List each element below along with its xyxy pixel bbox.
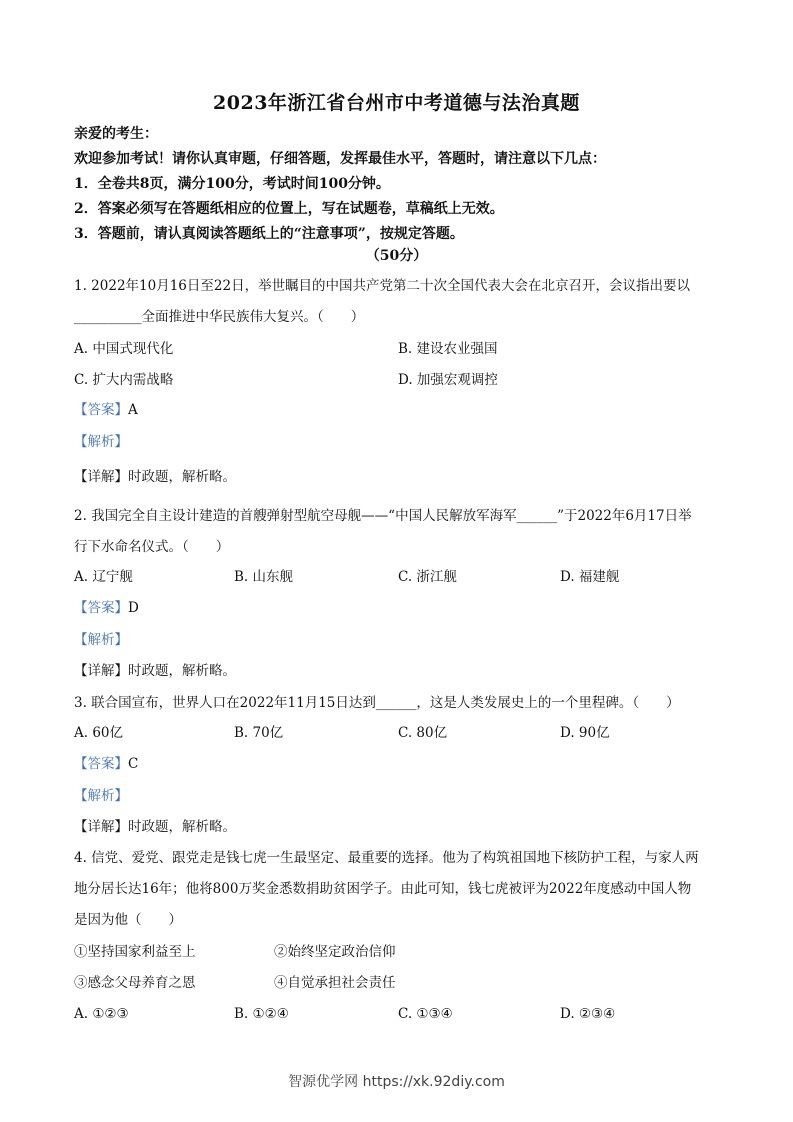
q2-stem-line-2: 行下水命名仪式。（ ） [74,539,230,555]
q1-stem-line-2: __________全面推进中华民族伟大复兴。（ ） [74,309,365,325]
q2-option-c: C. 浙江舰 [398,569,457,585]
q4-option-d: D. ②③④ [560,1006,616,1022]
q1-option-d: D. 加强宏观调控 [398,372,498,388]
q1-answer [74,400,138,420]
q3-option-a: A. 60亿 [74,725,124,741]
q3-answer-value: C [128,756,139,772]
q3-detail [74,817,236,837]
rule-1: 1．全卷共8页，满分100分，考试时间100分钟。 [74,176,390,192]
q1-option-a: A. 中国式现代化 [74,341,174,357]
welcome-text: 欢迎参加考试！请你认真审题，仔细答题，发挥最佳水平，答题时，请注意以下几点： [74,151,606,167]
q3-analysis [74,786,128,806]
q3-option-b: B. 70亿 [234,725,284,741]
q2-option-a: A. 辽宁舰 [74,569,133,585]
q4-stem-line-3: 是因为他（ ） [74,912,182,928]
rule-2: 2．答案必须写在答题纸相应的位置上，写在试题卷，草稿纸上无效。 [74,201,504,217]
rule-3: 3．答题前，请认真阅读答题纸上的“注意事项”，按规定答题。 [74,226,464,242]
answer-label: 【答案】 [74,756,128,772]
q4-stem-line-2: 地分居长达16年；他将800万奖金悉数捐助贫困学子。由此可知，钱七虎被评为2022年度感动中国人物 [74,881,692,897]
q1-option-c: C. 扩大内需战略 [74,372,174,388]
q2-option-b: B. 山东舰 [234,569,294,585]
q4-statement-2: ②始终坚定政治信仰 [274,944,396,960]
q1-detail [74,467,236,487]
section-score: （50分） [365,248,428,264]
q4-statement-4: ④自觉承担社会责任 [274,975,396,991]
greeting: 亲爱的考生： [74,126,158,142]
detail-label: 【详解】 [74,469,128,485]
page-title: 2023年浙江省台州市中考道德与法治真题 [213,92,580,114]
q2-detail [74,661,236,681]
analysis-label: 【解析】 [74,788,128,804]
analysis-label: 【解析】 [74,434,128,450]
q4-statement-3: ③感念父母养育之恩 [74,975,196,991]
q4-option-a: A. ①②③ [74,1006,129,1022]
q1-option-b: B. 建设农业强国 [398,341,498,357]
q1-detail-text: 时政题，解析略。 [128,469,236,485]
q2-analysis [74,630,128,650]
q3-stem-line-1: 3. 联合国宣布，世界人口在2022年11月15日达到______，这是人类发展史上的一个里程碑。（ ） [74,695,680,711]
q1-stem-line-1: 1. 2022年10月16日至22日，举世瞩目的中国共产党第二十次全国代表大会在北京召开，会议指出要以 [74,278,691,294]
q3-option-d: D. 90亿 [560,725,610,741]
q1-analysis [74,432,128,452]
q3-option-c: C. 80亿 [398,725,448,741]
q2-option-d: D. 福建舰 [560,569,620,585]
q2-stem-line-1: 2. 我国完全自主设计建造的首艘弹射型航空母舰——“中国人民解放军海军______”于2022年6月17日举 [74,508,692,524]
q3-detail-text: 时政题，解析略。 [128,819,236,835]
answer-label: 【答案】 [74,600,128,616]
q4-stem-line-1: 4. 信党、爱党、跟党走是钱七虎一生最坚定、最重要的选择。他为了构筑祖国地下核防护工程，与家人两 [74,850,699,866]
q4-option-c: C. ①③④ [398,1006,453,1022]
q2-detail-text: 时政题，解析略。 [128,663,236,679]
footer-watermark: 智源优学网 https://xk.92diy.com [288,1074,505,1090]
q4-option-b: B. ①②④ [234,1006,289,1022]
q3-answer [74,754,138,774]
detail-label: 【详解】 [74,819,128,835]
q2-answer [74,598,139,618]
q1-answer-value: A [128,402,138,418]
answer-label: 【答案】 [74,402,128,418]
q2-answer-value: D [128,600,139,616]
detail-label: 【详解】 [74,663,128,679]
q4-statement-1: ①坚持国家利益至上 [74,944,196,960]
analysis-label: 【解析】 [74,632,128,648]
